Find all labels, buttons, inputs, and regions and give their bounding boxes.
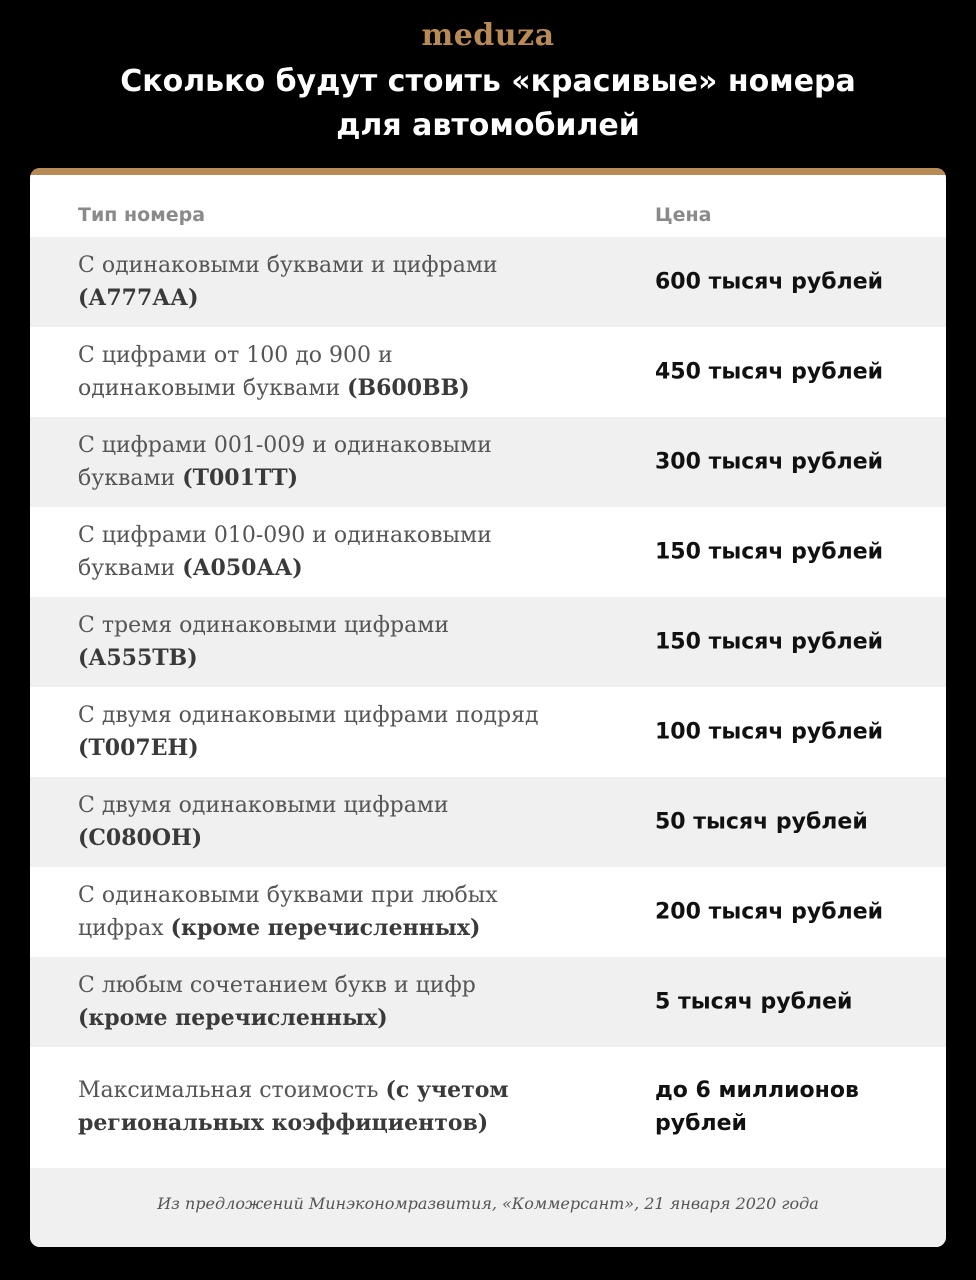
column-header-price: Цена [655,204,712,226]
table-row [30,867,946,957]
column-header-type: Тип номера [78,204,206,226]
row-price: до 6 миллионов рублей [655,1078,859,1136]
row-price: 5 тысяч рублей [655,989,853,1015]
row-price: 200 тысяч рублей [655,899,884,925]
row-description [78,789,548,855]
row-description [78,429,548,495]
row-price: 150 тысяч рублей [655,539,884,565]
meduza-logo: meduza [421,18,555,53]
row-description [78,879,548,945]
table-footer [30,1168,946,1247]
row-description [78,699,548,765]
row-description-text: С двумя одинаковыми цифрами подряд [78,703,539,728]
row-description-text: С цифрами от 100 до 900 и одинаковыми буквами [78,343,393,401]
row-price: 100 тысяч рублей [655,719,884,745]
row-description-text: С цифрами 001-009 и одинаковыми буквами [78,433,492,491]
table-row [30,237,946,327]
source-note: Из предложений Минэкономразвития, «Коммерсант», 21 января 2020 года [157,1194,819,1213]
row-price: 300 тысяч рублей [655,449,884,475]
row-description-text: С тремя одинаковыми цифрами [78,613,449,638]
row-description [78,339,548,405]
row-description [78,609,548,675]
table-row [30,417,946,507]
row-price: 450 тысяч рублей [655,359,884,385]
row-description-text: С двумя одинаковыми цифрами [78,793,449,818]
table-row [30,507,946,597]
row-description [78,969,548,1035]
row-description-example: (В600ВВ) [347,375,470,401]
row-description-text: С одинаковыми буквами и цифрами [78,253,498,278]
table-header [30,168,946,237]
price-table-card [30,168,946,1247]
table-row [30,597,946,687]
table-row [30,777,946,867]
table-body [30,237,946,1167]
row-description-example: (с учетом региональных коэффициентов) [78,1077,509,1136]
row-description-example: (кроме перечисленных) [78,1005,388,1031]
row-description-text: С одинаковыми буквами при любых цифрах [78,883,498,941]
row-description-example: (кроме перечисленных) [170,915,481,941]
table-row [30,687,946,777]
row-description-text: Максимальная стоимость [78,1078,386,1103]
row-description-example: (А777АА) [78,285,199,311]
table-row [30,957,946,1047]
row-description [78,249,548,315]
page-title [60,60,916,148]
row-description-text: С цифрами 010-090 и одинаковыми буквами [78,523,492,581]
row-price: 50 тысяч рублей [655,809,868,835]
row-description-example: (А050АА) [182,555,303,581]
table-row [30,1047,946,1167]
row-description [78,519,548,585]
row-price: 600 тысяч рублей [655,269,884,295]
page-title-line2: для автомобилей [336,108,640,143]
row-description-example: (Т001ТТ) [182,465,299,491]
row-description-example: (С080ОН) [78,825,203,851]
row-price: 150 тысяч рублей [655,629,884,655]
row-description [78,1074,548,1140]
page-title-line1: Сколько будут стоить «красивые» номера [120,64,856,99]
row-description-text: С любым сочетанием букв и цифр [78,973,476,998]
row-description-example: (А555ТВ) [78,645,198,671]
row-description-example: (Т007ЕН) [78,735,199,761]
table-row [30,327,946,417]
